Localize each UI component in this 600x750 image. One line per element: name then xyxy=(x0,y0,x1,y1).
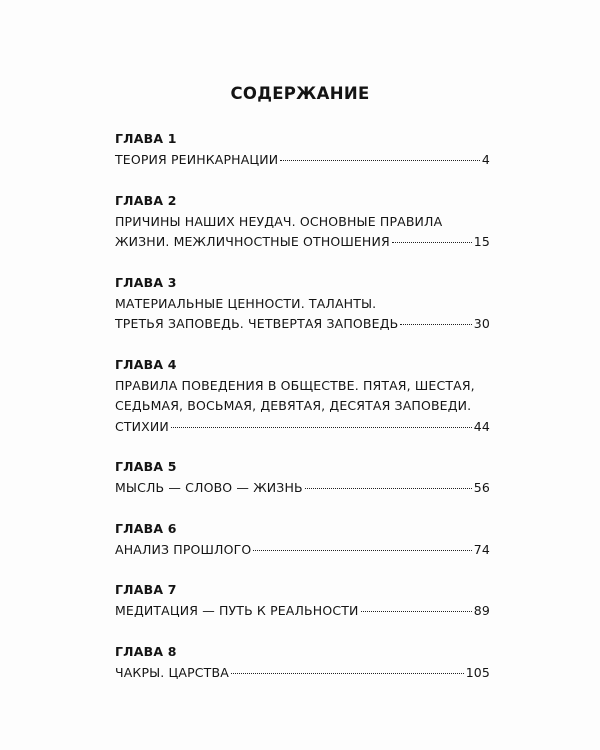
chapter-title-line xyxy=(115,232,490,253)
chapter-title-line: СЕДЬМАЯ, ВОСЬМАЯ, ДЕВЯТАЯ, ДЕСЯТАЯ ЗАПОВЕДИ. xyxy=(115,398,472,413)
dot-leader xyxy=(171,427,472,428)
toc-entry[interactable] xyxy=(115,582,490,622)
chapter-title-text: АНАЛИЗ ПРОШЛОГО xyxy=(115,541,252,557)
chapter-title-text: МЫСЛЬ — СЛОВО — ЖИЗНЬ xyxy=(115,480,303,495)
toc-entry[interactable] xyxy=(115,131,490,171)
chapter-title-line: МАТЕРИАЛЬНЫЕ ЦЕННОСТИ. ТАЛАНТЫ. xyxy=(115,295,377,311)
chapter-title xyxy=(115,376,490,438)
chapter-label: ГЛАВА 3 xyxy=(115,274,177,290)
page-number: 74 xyxy=(473,541,490,557)
chapter-title-line: ПРАВИЛА ПОВЕДЕНИЯ В ОБЩЕСТВЕ. ПЯТАЯ, ШЕСТАЯ, xyxy=(115,377,475,393)
page-number: 4 xyxy=(481,152,490,167)
chapter-title xyxy=(115,212,490,253)
chapter-title-line xyxy=(115,417,490,438)
chapter-title-line xyxy=(115,663,490,684)
chapter-title xyxy=(115,150,490,171)
chapter-title-text: ТЕОРИЯ РЕИНКАРНАЦИИ xyxy=(115,152,279,167)
chapter-title xyxy=(115,540,490,561)
page-title: СОДЕРЖАНИЕ xyxy=(230,84,370,103)
page-number: 15 xyxy=(473,234,490,249)
chapter-title xyxy=(115,478,490,499)
chapter-title-line xyxy=(115,314,490,335)
dot-leader xyxy=(253,550,471,551)
toc-entry[interactable] xyxy=(115,521,490,561)
page-number: 44 xyxy=(473,418,490,434)
page-number: 30 xyxy=(473,316,490,331)
page-number: 56 xyxy=(473,480,490,495)
chapter-title-line xyxy=(115,601,490,622)
chapter-title-line xyxy=(115,478,490,499)
chapter-title-line xyxy=(115,540,490,561)
chapter-label: ГЛАВА 2 xyxy=(115,192,177,208)
chapter-title-text: ТРЕТЬЯ ЗАПОВЕДЬ. ЧЕТВЕРТАЯ ЗАПОВЕДЬ xyxy=(115,316,399,331)
dot-leader xyxy=(231,673,464,674)
chapter-label: ГЛАВА 7 xyxy=(115,582,177,597)
page-number: 89 xyxy=(473,603,490,618)
dot-leader xyxy=(400,324,471,325)
page-number: 105 xyxy=(465,664,490,680)
chapter-title-text: СТИХИИ xyxy=(115,418,169,434)
chapter-label: ГЛАВА 4 xyxy=(115,356,177,372)
chapter-title-text: ЖИЗНИ. МЕЖЛИЧНОСТНЫЕ ОТНОШЕНИЯ xyxy=(115,234,390,249)
chapter-title xyxy=(115,294,490,335)
chapter-title-line xyxy=(115,150,490,171)
chapter-title-line: ПРИЧИНЫ НАШИХ НЕУДАЧ. ОСНОВНЫЕ ПРАВИЛА xyxy=(115,213,443,229)
chapter-label: ГЛАВА 8 xyxy=(115,643,177,659)
toc-entry[interactable] xyxy=(115,644,490,684)
chapter-title-text: ЧАКРЫ. ЦАРСТВА xyxy=(115,664,229,680)
chapter-title xyxy=(115,663,490,684)
dot-leader xyxy=(361,611,472,612)
table-of-contents xyxy=(115,131,490,705)
toc-entry[interactable] xyxy=(115,357,490,438)
chapter-label: ГЛАВА 5 xyxy=(115,459,177,474)
dot-leader xyxy=(305,488,472,489)
dot-leader xyxy=(280,160,480,161)
chapter-label: ГЛАВА 1 xyxy=(115,131,177,146)
chapter-title-text: МЕДИТАЦИЯ — ПУТЬ К РЕАЛЬНОСТИ xyxy=(115,603,359,618)
toc-entry[interactable] xyxy=(115,459,490,499)
toc-entry[interactable] xyxy=(115,193,490,253)
toc-entry[interactable] xyxy=(115,275,490,335)
chapter-label: ГЛАВА 6 xyxy=(115,520,177,536)
dot-leader xyxy=(392,242,472,243)
chapter-title xyxy=(115,601,490,622)
